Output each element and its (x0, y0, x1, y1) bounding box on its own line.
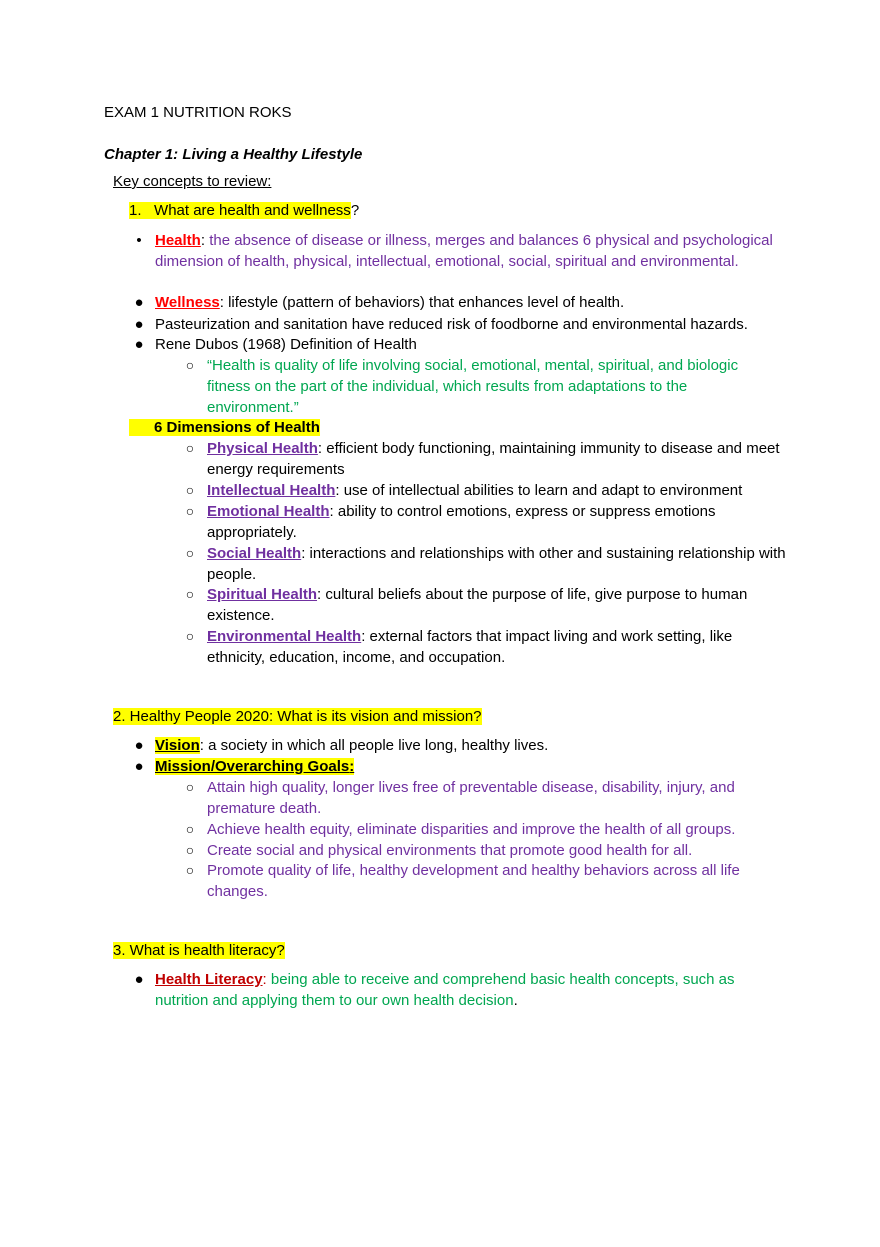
key-concepts-label: Key concepts to review: (113, 173, 272, 190)
dimension-physical (207, 438, 787, 480)
dimension-term: Spiritual Health (207, 586, 318, 603)
dimensions-title: 6 Dimensions of Health (154, 419, 320, 436)
dimension-def: : use of intellectual abilities to learn and adapt to environment (335, 482, 743, 499)
circle-bullet-icon: ○ (185, 482, 195, 498)
dubos-quote: “Health is quality of life involving social, emotional, mental, spiritual, and biologic fitness on the part of the individual, which results from adaptations to the environment.” (207, 357, 739, 416)
dimension-term: Social Health (207, 545, 302, 562)
vision-term: Vision (155, 737, 200, 754)
dimension-emotional (207, 501, 767, 543)
circle-bullet-icon: ○ (185, 440, 195, 456)
dubos-item: Rene Dubos (1968) Definition of Health (155, 336, 417, 353)
circle-bullet-icon: ○ (185, 628, 195, 644)
wellness-term: Wellness (155, 294, 220, 311)
health-literacy-colon: : (262, 971, 267, 988)
dimension-spiritual (207, 584, 787, 626)
health-term: Health (155, 232, 201, 249)
goal-item: Create social and physical environments that promote good health for all. (207, 842, 693, 859)
dimension-term: Intellectual Health (207, 482, 336, 499)
q1-text: What are health and wellness (154, 202, 351, 219)
pasteurization-item: Pasteurization and sanitation have reduced risk of foodborne and environmental hazards. (155, 316, 748, 333)
bullet-icon: ● (134, 316, 144, 333)
dimension-social (207, 543, 792, 585)
dimension-environmental (207, 626, 772, 668)
circle-bullet-icon: ○ (185, 357, 195, 373)
health-literacy-item (155, 969, 780, 1011)
doc-title: EXAM 1 NUTRITION ROKS (104, 104, 292, 121)
dimension-term: Environmental Health (207, 628, 362, 645)
circle-bullet-icon: ○ (185, 821, 195, 837)
health-literacy-def: being able to receive and comprehend basic health concepts, such as nutrition and applying them to our own health decision (155, 971, 735, 1009)
dimension-term: Physical Health (207, 440, 318, 457)
circle-bullet-icon: ○ (185, 779, 195, 795)
dimension-term: Emotional Health (207, 503, 330, 520)
dimension-def: : ability to control emotions, express or suppress emotions appropriately. (207, 503, 716, 541)
dimension-def: : efficient body functioning, maintaining immunity to disease and meet energy requirements (207, 440, 780, 478)
dimensions-heading (129, 417, 320, 438)
bullet-icon: ● (134, 294, 144, 311)
goal-item: Attain high quality, longer lives free of preventable disease, disability, injury, and premature death. (207, 779, 735, 817)
circle-bullet-icon: ○ (185, 545, 195, 561)
q1-question-mark: ? (350, 202, 360, 219)
circle-bullet-icon: ○ (185, 862, 195, 878)
health-def: the absence of disease or illness, merges and balances 6 physical and psychological dimension of health, physical, intellectual, emotional, social, spiritual and environmental. (155, 232, 773, 270)
bullet-icon: ● (134, 737, 144, 754)
bullet-icon: ● (134, 758, 144, 775)
circle-bullet-icon: ○ (185, 586, 195, 602)
bullet-icon: ● (134, 336, 144, 353)
goal-item: Promote quality of life, healthy development and healthy behaviors across all life changes. (207, 862, 740, 900)
health-literacy-term: Health Literacy (155, 971, 263, 988)
vision-def: : a society in which all people live long, healthy lives. (199, 737, 549, 754)
dimension-def: : interactions and relationships with other and sustaining relationship with people. (207, 545, 786, 583)
bullet-icon: ● (134, 971, 144, 988)
mission-colon: : (349, 758, 355, 775)
dimension-def: : cultural beliefs about the purpose of life, give purpose to human existence. (207, 586, 748, 624)
q3-heading-text: 3. What is health literacy? (113, 942, 285, 959)
q3-heading (113, 940, 285, 961)
health-literacy-period: . (513, 992, 518, 1009)
mission-term: Mission/Overarching Goals (155, 758, 350, 775)
health-definition: Health: the absence of disease or illness, merges and balances 6 physical and psychological dimension of health, physical, intellectual, emotional, social, spiritual and environmental. (155, 232, 773, 270)
dimension-intellectual (207, 480, 742, 501)
circle-bullet-icon: ○ (185, 842, 195, 858)
wellness-def: : lifestyle (pattern of behaviors) that enhances level of health. (219, 294, 625, 311)
q2-heading (113, 706, 482, 727)
mission-item (155, 756, 354, 777)
wellness-definition (155, 292, 624, 313)
bullet-icon: • (136, 232, 142, 249)
vision-item (155, 735, 548, 756)
q1-heading (129, 200, 359, 221)
q2-heading-text: 2. Healthy People 2020: What is its vision and mission? (113, 708, 482, 725)
chapter-title: Chapter 1: Living a Healthy Lifestyle (104, 146, 363, 163)
goal-item: Achieve health equity, eliminate disparities and improve the health of all groups. (207, 821, 736, 838)
dimension-def: : external factors that impact living and work setting, like ethnicity, education, income, and occupation. (207, 628, 733, 666)
q1-number: 1. (129, 202, 142, 219)
circle-bullet-icon: ○ (185, 503, 195, 519)
